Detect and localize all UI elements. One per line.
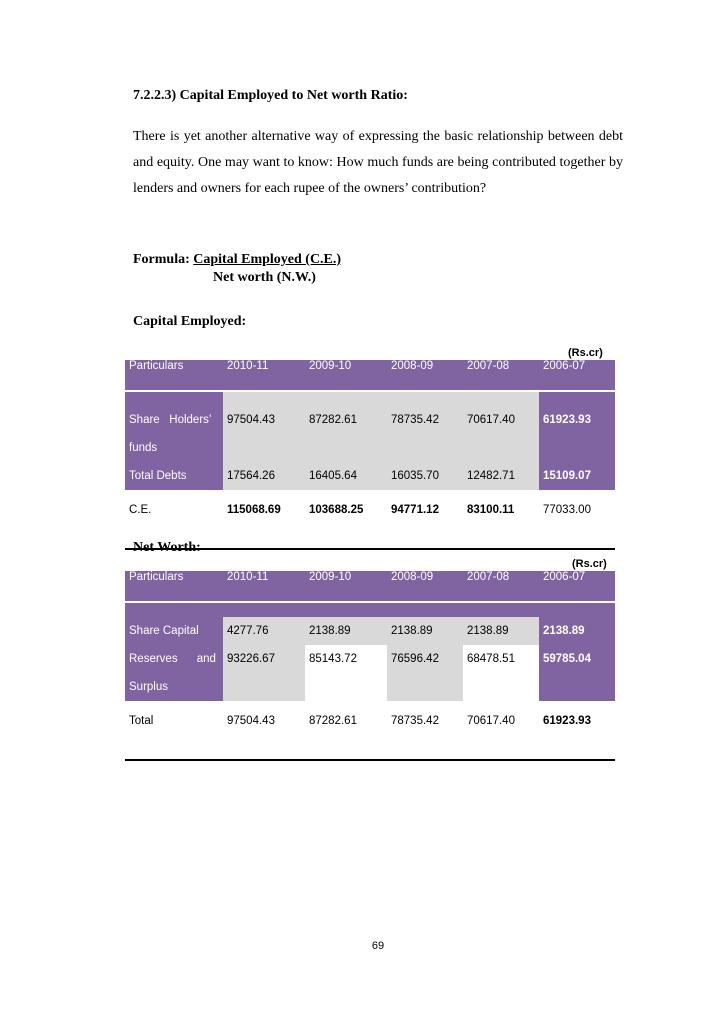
- formula-denominator: Net worth (N.W.): [213, 270, 316, 285]
- table-row: [125, 645, 615, 701]
- net-worth-table: [125, 571, 615, 761]
- table-header-row: [125, 571, 615, 602]
- table-cell: 76596.42: [387, 645, 463, 701]
- formula-numerator: Capital Employed (C.E.): [193, 252, 342, 267]
- table-cell: 94771.12: [387, 504, 463, 549]
- table-cell: 103688.25: [305, 504, 387, 549]
- section-heading: 7.2.2.3) Capital Employed to Net worth Ratio:: [133, 88, 408, 103]
- table-cell: 2138.89: [305, 617, 387, 645]
- row-label: Share Capital: [125, 617, 223, 645]
- net-worth-title: Net Worth:: [133, 540, 201, 555]
- body-paragraph: [133, 124, 623, 202]
- table-cell: 61923.93: [539, 715, 615, 760]
- table-cell: 87282.61: [305, 406, 387, 462]
- page-number: 69: [371, 940, 385, 952]
- table-cell: 12482.71: [463, 462, 539, 490]
- header-cell: 2010-11: [223, 571, 305, 602]
- table-cell: 61923.93: [539, 406, 615, 462]
- paragraph-text: There is yet another alternative way of expressing the basic relationship between debt and equity. One may want to know: How much funds are being contributed together by lenders and owners for each rupee of the owners’ contribution?: [133, 129, 623, 196]
- header-cell: 2008-09: [387, 571, 463, 602]
- capital-employed-table: [125, 360, 615, 550]
- band-row: [125, 602, 615, 617]
- capital-employed-unit: (Rs.cr): [568, 347, 603, 359]
- row-label: Total: [125, 715, 223, 760]
- header-cell: 2009-10: [305, 360, 387, 391]
- table-cell: 15109.07: [539, 462, 615, 490]
- table-cell: 2138.89: [539, 617, 615, 645]
- table-cell: 2138.89: [463, 617, 539, 645]
- table-cell: 115068.69: [223, 504, 305, 549]
- table-header-row: [125, 360, 615, 391]
- table-row: [125, 617, 615, 645]
- separator-row: [125, 490, 615, 504]
- table-cell: 2138.89: [387, 617, 463, 645]
- table-cell: 4277.76: [223, 617, 305, 645]
- header-cell: 2006-07: [539, 360, 615, 391]
- table-cell: 68478.51: [467, 653, 515, 665]
- header-cell: 2007-08: [463, 571, 539, 602]
- header-cell: 2009-10: [305, 571, 387, 602]
- table-row: [125, 715, 615, 760]
- table-cell: 70617.40: [463, 406, 539, 462]
- header-cell: 2007-08: [463, 360, 539, 391]
- header-cell: 2008-09: [387, 360, 463, 391]
- table-cell: 70617.40: [463, 715, 539, 760]
- table-cell: 17564.26: [223, 462, 305, 490]
- table-cell: 83100.11: [463, 504, 539, 549]
- table-cell: 16405.64: [305, 462, 387, 490]
- separator-row: [125, 701, 615, 715]
- table-cell: 93226.67: [223, 645, 305, 701]
- formula-line: [133, 252, 341, 268]
- table-cell: 97504.43: [223, 406, 305, 462]
- table-row: [125, 462, 615, 490]
- row-label: Share Holders’ funds: [125, 406, 223, 462]
- capital-employed-title: Capital Employed:: [133, 314, 247, 329]
- band-row: [125, 391, 615, 406]
- header-cell: Particulars: [125, 360, 223, 391]
- row-label: Reserves and Surplus: [125, 645, 223, 701]
- header-cell: 2006-07: [539, 571, 615, 602]
- table-cell: 85143.72: [309, 653, 357, 665]
- net-worth-unit: (Rs.cr): [572, 558, 607, 570]
- table-row: [125, 406, 615, 462]
- table-cell: 87282.61: [305, 715, 387, 760]
- table-cell: 97504.43: [223, 715, 305, 760]
- table-cell: 77033.00: [539, 504, 615, 549]
- header-cell: Particulars: [125, 571, 223, 602]
- header-cell: 2010-11: [223, 360, 305, 391]
- table-cell: 78735.42: [387, 715, 463, 760]
- row-label: Total Debts: [125, 462, 223, 490]
- table-cell: 16035.70: [387, 462, 463, 490]
- table-cell: 59785.04: [539, 645, 615, 701]
- formula-label: Formula:: [133, 252, 190, 267]
- table-cell: 78735.42: [387, 406, 463, 462]
- row-label: C.E.: [125, 504, 223, 549]
